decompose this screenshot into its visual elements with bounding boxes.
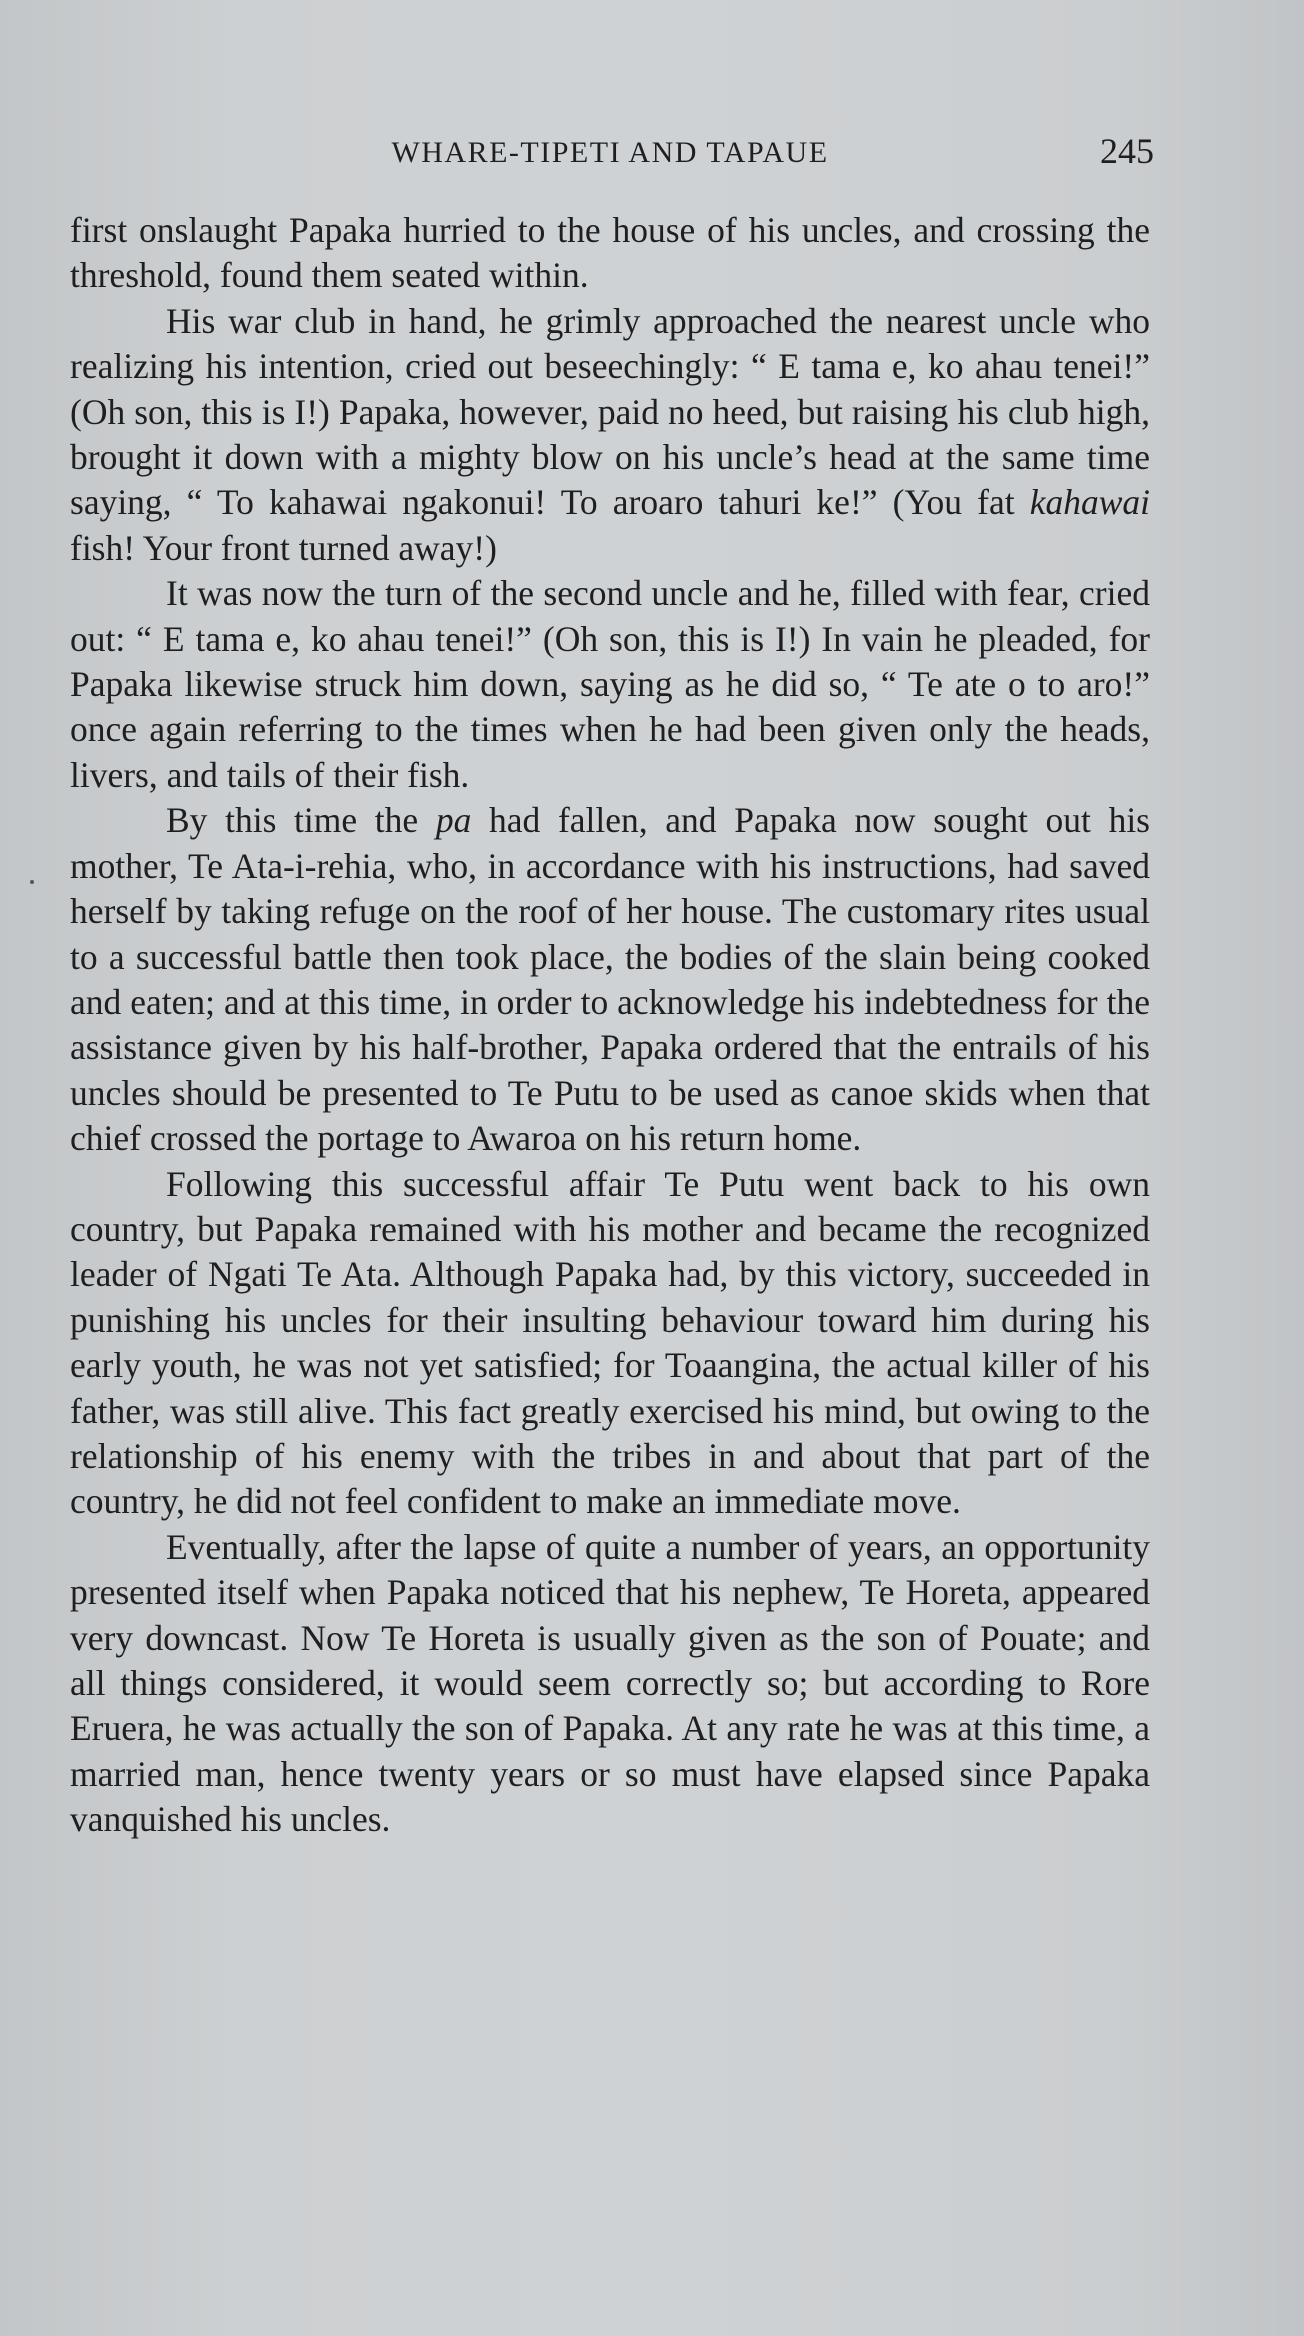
text-run: had fallen, and Papaka now sought out his mother, Te Ata-i-rehia, who, in accordance with his instructions, had saved herself by taking refuge on the roof of her house. The customary rites usual to a successful battle then took place, the bodies of the slain being cooked and eaten; and at this time, in order to acknowledge his indebtedness for the assistance given by his half-brother, Papaka ordered that the entrails of his uncles should be presented to Te Putu to be used as canoe skids when that chief crossed the portage to Awaroa on his return home. (70, 800, 1151, 1159)
paragraph-2 (70, 299, 1150, 571)
paragraph-6: Eventually, after the lapse of quite a number of years, an opportunity presented itself when Papaka noticed that his nephew, Te Horeta, appeared very downcast. Now Te Horeta is usually given as the son of Pouate; and all things considered, it would seem correctly so; but according to Rore Eruera, he was actually the son of Papaka. At any rate he was at this time, a married man, hence twenty years or so must have elapsed since Papaka vanquished his uncles. (70, 1526, 1150, 1840)
italic-term: pa (435, 800, 472, 841)
italic-term: kahawai (1029, 482, 1150, 523)
chapter-title: WHARE-TIPETI AND TAPAUE (391, 136, 829, 169)
paragraph-5: Following this successful affair Te Putu went back to his own country, but Papaka remained with his mother and became the recognized leader of Ngati Te Ata. Although Papaka had, by this victory, succeeded in punishing his uncles for their insulting behaviour toward him during his early youth, he was not yet satisfied; for Toaangina, the actual killer of his father, was still alive. This fact greatly exercised his mind, but owing to the relationship of his enemy with the tribes in and about that part of the country, he did not feel confident to make an immediate move. (70, 1163, 1150, 1522)
text-run: By this time the (166, 800, 436, 841)
text-run: fish! Your front turned away!) (70, 527, 497, 568)
text-run: His war club in hand, he grimly approached the nearest uncle who realizing his intention, cried out beseechingly: “ E tama e, ko ahau tenei!” (Oh son, this is I!) Papaka, however, paid no heed, but raising his club high, brought it down with a mighty blow on his uncle’s head at the same time saying, “ To kahawai ngakonui! To aroaro tahuri ke!” (You fat (70, 300, 1150, 523)
paragraph-4 (70, 798, 1150, 1161)
stray-mark (30, 880, 34, 884)
running-head (70, 128, 1154, 178)
body-text (70, 208, 1150, 1843)
paragraph-1: first onslaught Papaka hurried to the house of his uncles, and crossing the threshold, found them seated within. (70, 210, 1150, 296)
paragraph-3: It was now the turn of the second uncle and he, filled with fear, cried out: “ E tama e, ko ahau tenei!” (Oh son, this is I!) In vain he pleaded, for Papaka likewise struck him down, saying as he did so, “ Te ate o to aro!” once again referring to the times when he had been given only the heads, livers, and tails of their fish. (70, 573, 1150, 795)
page-number: 245 (1100, 131, 1154, 171)
